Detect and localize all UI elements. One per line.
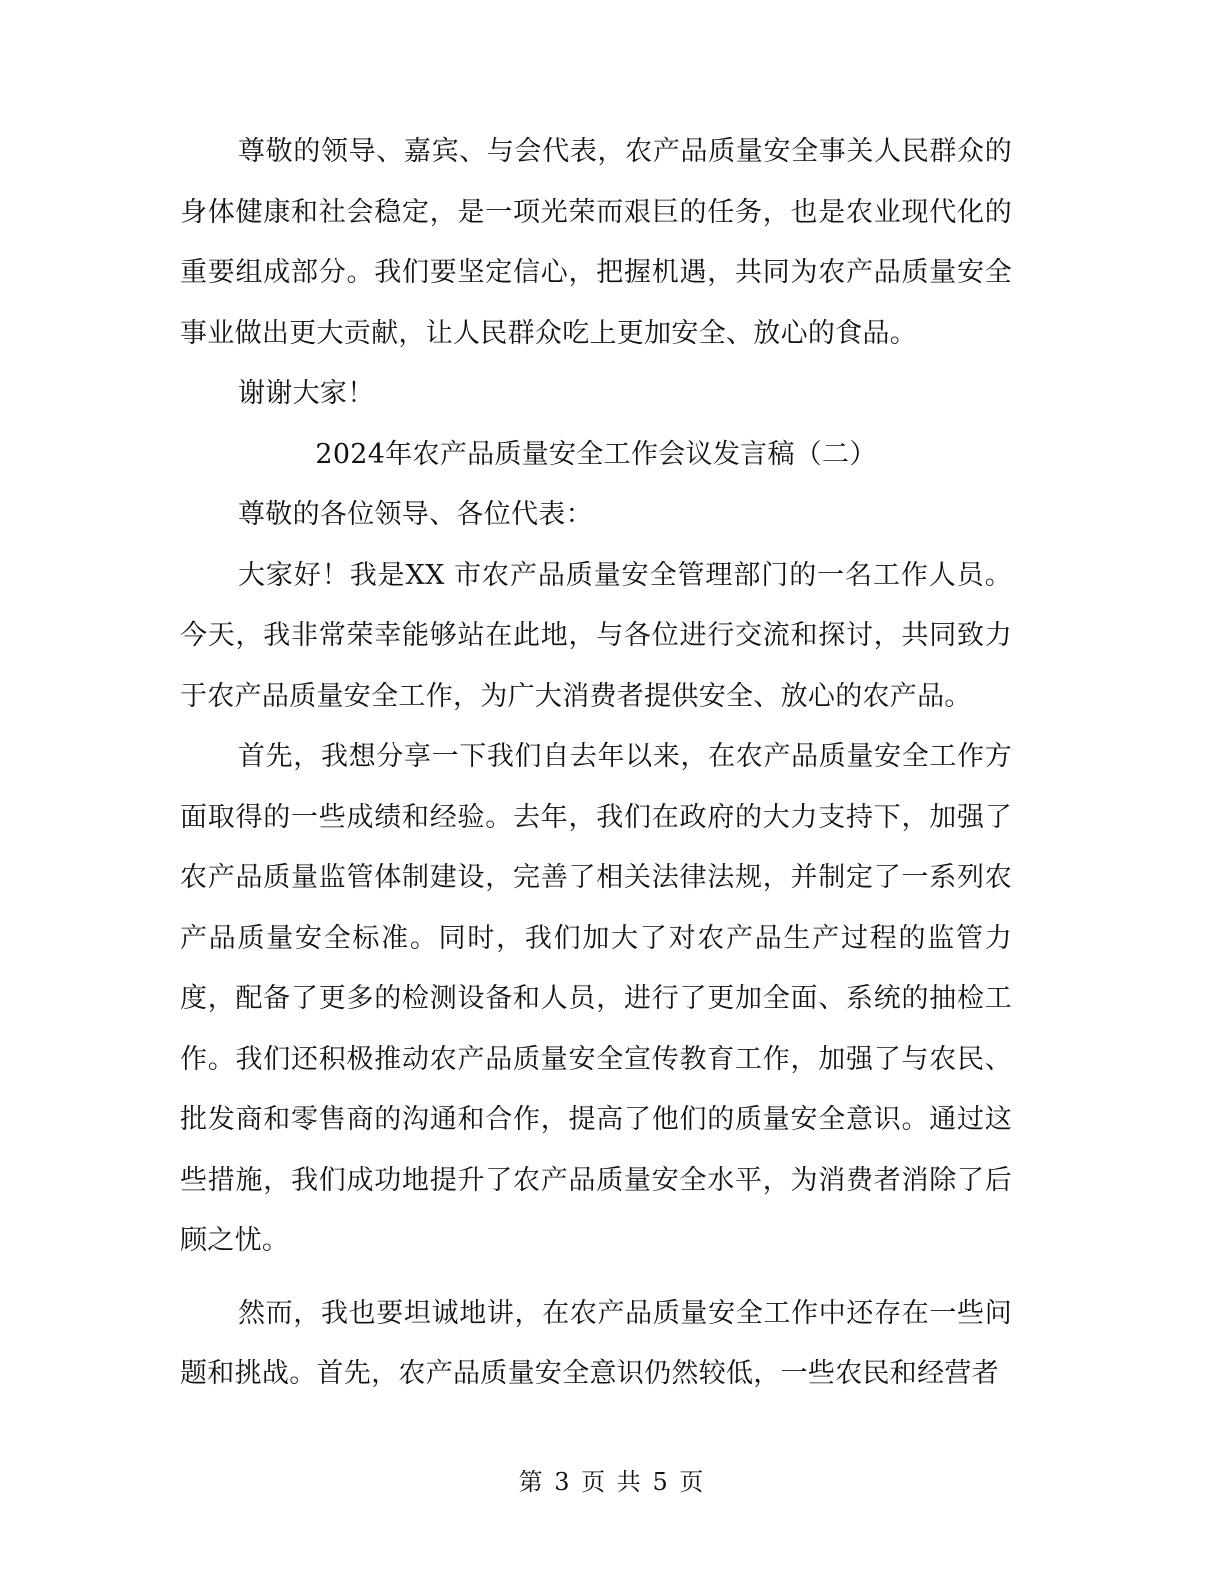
- challenges-paragraph: 然而，我也要坦诚地讲，在农产品质量安全工作中还存在一些问题和挑战。首先，农产品质量安全意识仍然较低，一些农民和经营者: [180, 1297, 1012, 1389]
- document-body: [180, 122, 1012, 1405]
- page-number-footer: 第 3 页 共 5 页: [518, 1468, 706, 1496]
- section-title: 2024年农产品质量安全工作会议发言稿（二）: [315, 438, 877, 470]
- intro-paragraph: 大家好！我是XX 市农产品质量安全管理部门的一名工作人员。今天，我非常荣幸能够站在此地，与各位进行交流和探讨，共同致力于农产品质量安全工作，为广大消费者提供安全、放心的农产品。: [180, 559, 1012, 712]
- closing-paragraph: 尊敬的领导、嘉宾、与会代表，农产品质量安全事关人民群众的身体健康和社会稳定，是一项光荣而艰巨的任务，也是农业现代化的重要组成部分。我们要坚定信心，把握机遇，共同为农产品质量安全事业做出更大贡献，让人民群众吃上更加安全、放心的食品。: [180, 136, 1012, 349]
- salutation: 尊敬的各位领导、各位代表：: [238, 499, 593, 530]
- thanks-line: 谢谢大家！: [238, 378, 375, 409]
- achievements-paragraph: 首先，我想分享一下我们自去年以来，在农产品质量安全工作方面取得的一些成绩和经验。去年，我们在政府的大力支持下，加强了农产品质量监管体制建设，完善了相关法律法规，并制定了一系列农产品质量安全标准。同时，我们加大了对农产品生产过程的监管力度，配备了更多的检测设备和人员，进行了更加全面、系统的抽检工作。我们还积极推动农产品质量安全宣传教育工作，加强了与农民、批发商和零售商的沟通和合作，提高了他们的质量安全意识。通过这些措施，我们成功地提升了农产品质量安全水平，为消费者消除了后顾之忧。: [180, 741, 1012, 1256]
